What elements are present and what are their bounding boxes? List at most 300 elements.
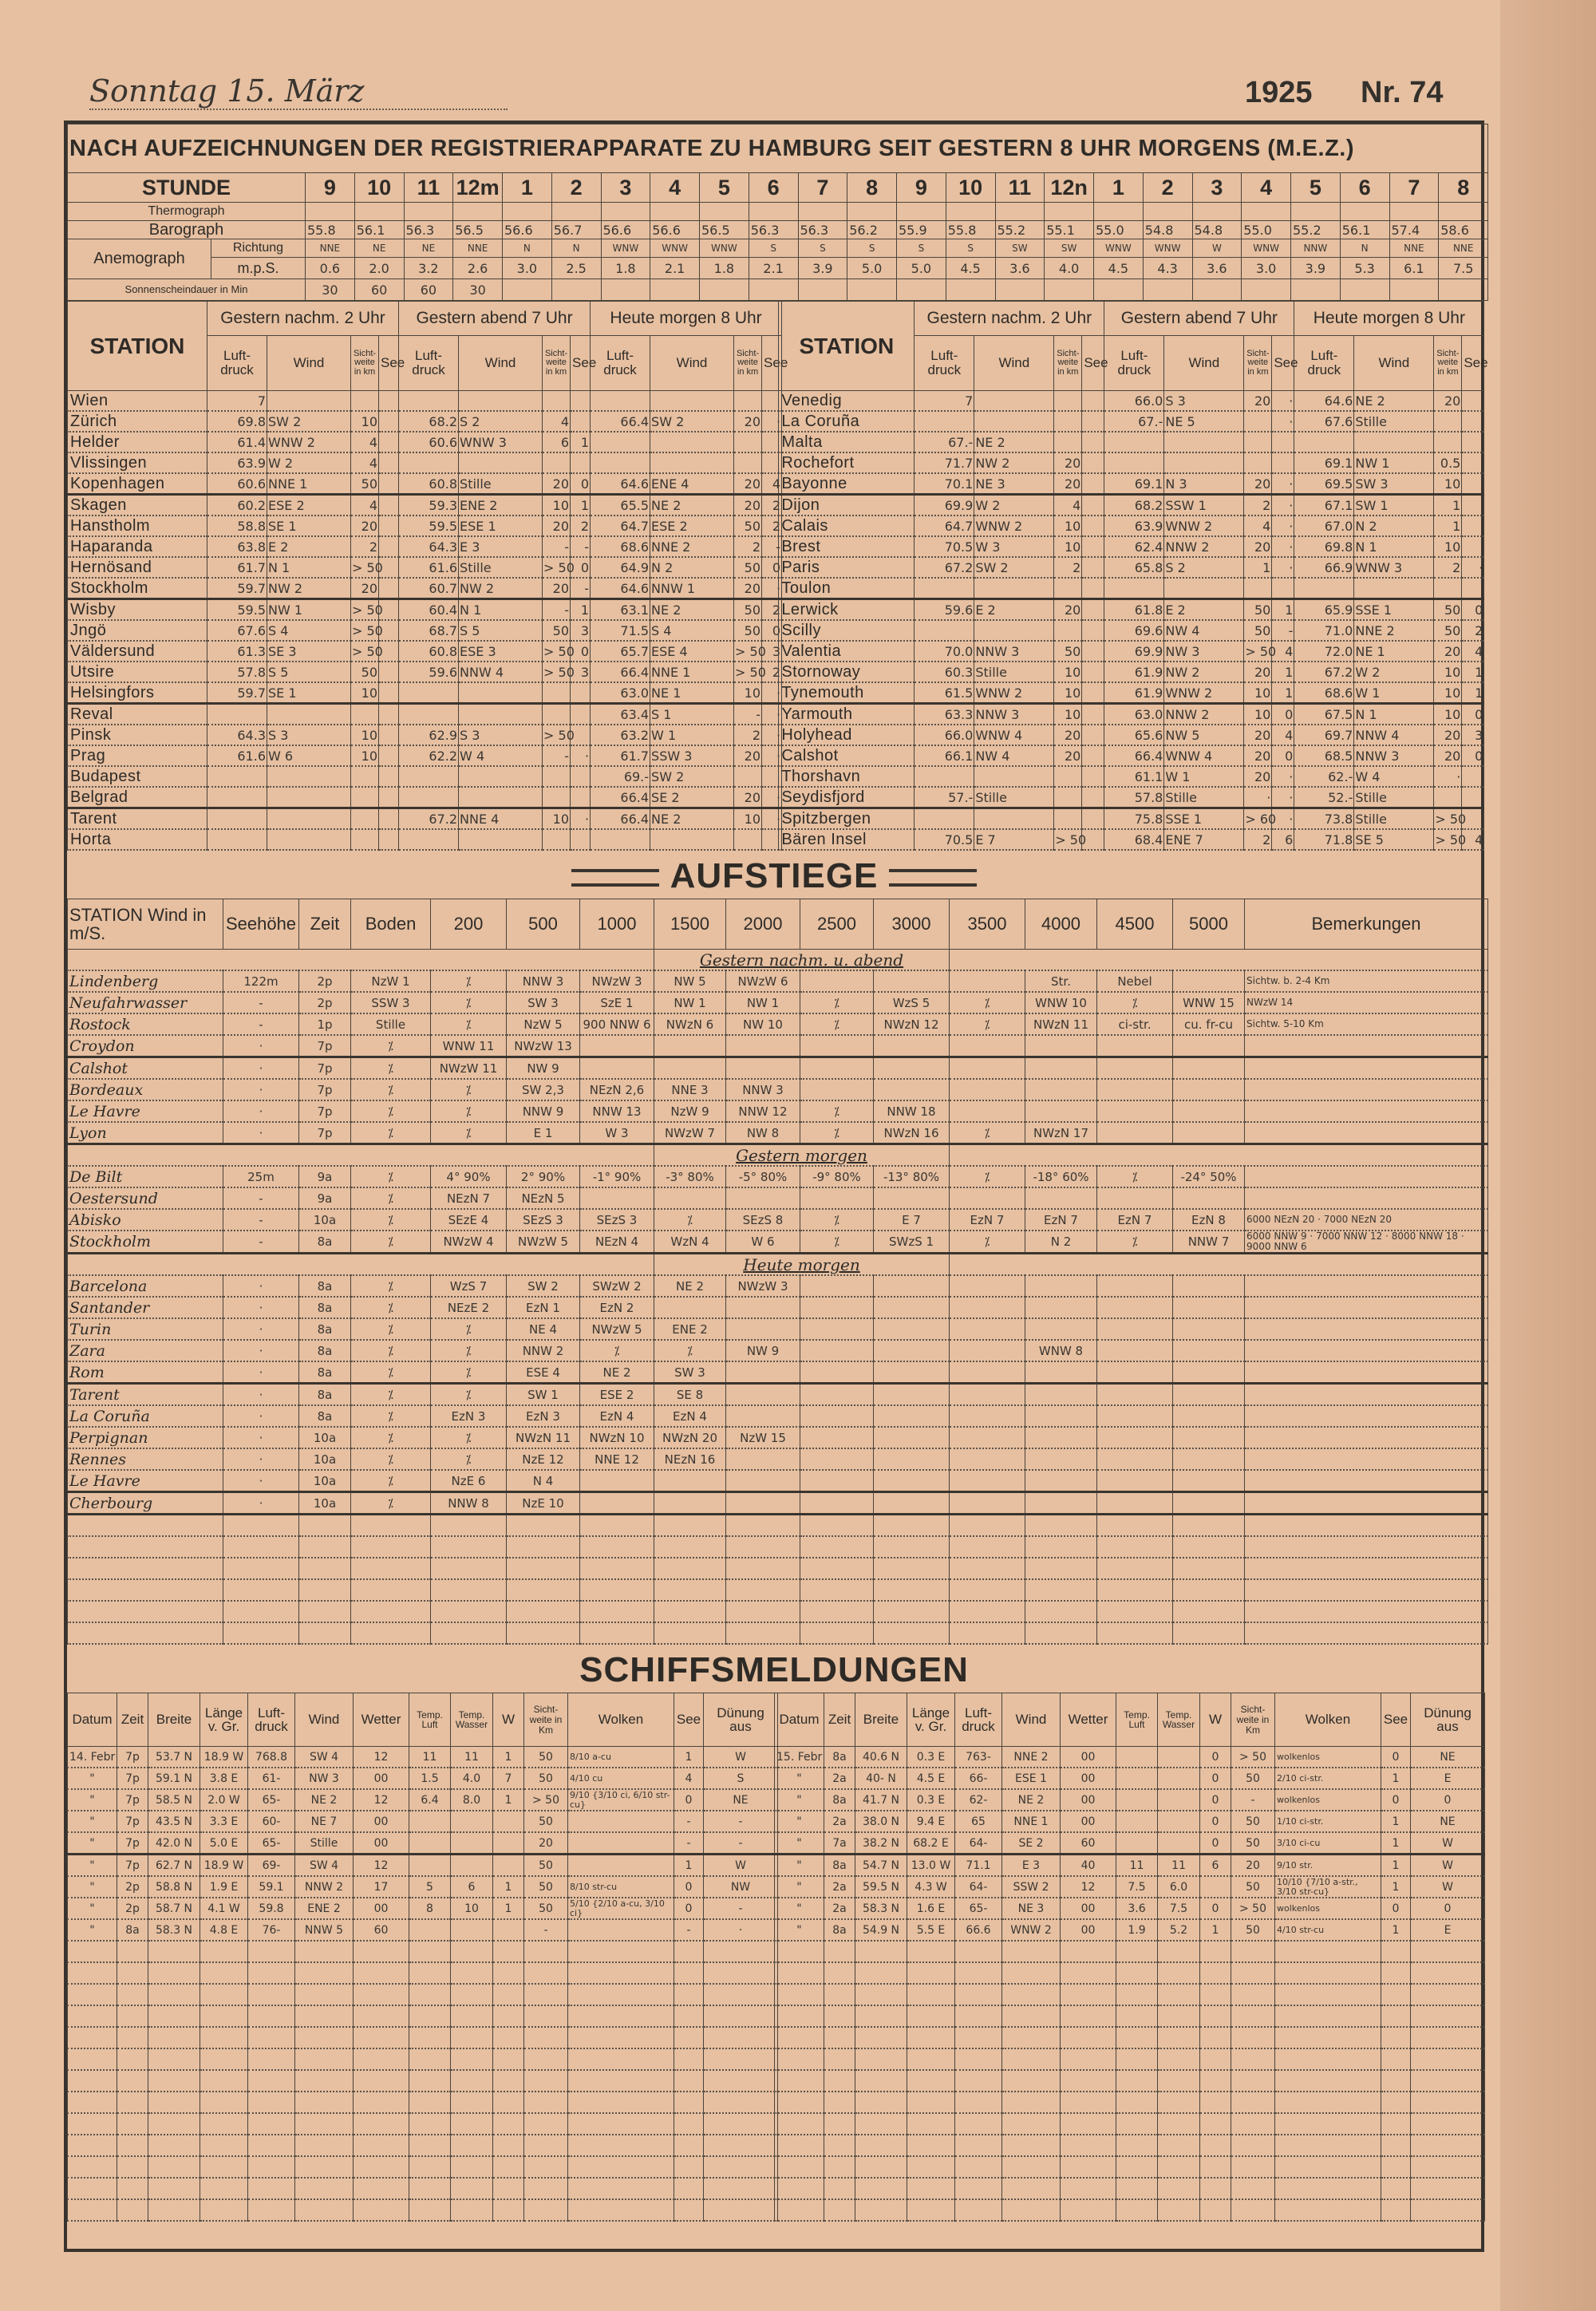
station-name: Tarent [68,1384,223,1406]
wind-value: ⁒ [431,1384,507,1406]
ship-value: " [68,1898,117,1919]
cell [409,2048,451,2070]
ship-value: 50 [1231,1811,1275,1832]
altitude-header: Zeit [299,899,351,950]
visibility-value: - [543,536,571,557]
ship-value: 2/10 ci-str. [1275,1768,1381,1789]
wind-value [1097,1035,1173,1057]
cell [674,2070,704,2092]
hour-header: 11 [995,173,1045,203]
sea-state-value [1462,452,1484,473]
cell [674,1962,704,1984]
wind-value [950,1427,1025,1448]
wind-value [1173,1100,1245,1122]
cell [568,2027,674,2048]
cell [248,2048,295,2070]
wind-value: SE 1 [267,516,351,536]
wind-value: S 3 [267,725,351,745]
wind-value: · [223,1297,299,1318]
wind-value: NNE 1 [267,473,351,495]
sea-state-value [1082,787,1104,808]
sunshine-value [798,279,847,301]
station-row [68,452,782,473]
cell [295,1962,354,1984]
sea-state-value: 0 [1462,745,1484,766]
ship-value: 00 [1061,1898,1116,1919]
wind-value: ⁒ [351,1122,431,1144]
ship-value: 8 [409,1898,451,1919]
ship-report-row [68,1811,778,1832]
sea-state-value [1462,432,1484,452]
sea-state-value: · [762,704,782,725]
ship-value: 1 [1381,1768,1411,1789]
remarks-value [1245,1275,1488,1297]
cell [507,1515,580,1537]
wind-value: E 2 [267,536,351,557]
ascent-row [68,1361,1488,1384]
visibility-value [1054,787,1082,808]
cell [200,1941,248,1962]
visibility-value: > 50 [1244,641,1272,662]
sea-state-value [571,391,591,412]
sea-state-value [1082,641,1104,662]
barograph-value: 56.7 [551,221,601,239]
ship-report-row [68,1789,778,1811]
pressure-value [207,787,267,808]
wind-value [459,787,543,808]
wind-value: ⁒ [351,1318,431,1340]
ship-value: NNW 2 [295,1876,354,1898]
ship-column-header: Breite [148,1693,200,1747]
wind-value: ⁒ [950,992,1025,1013]
wind-value: ⁒ [351,1340,431,1361]
ship-value: 0 [1381,1789,1411,1811]
ship-value: 0 [1200,1811,1231,1832]
empty-row [775,2048,1485,2070]
wind-value [1164,452,1244,473]
wind-value [800,1361,874,1384]
empty-row [68,2156,778,2178]
wind-value [1097,1492,1173,1515]
ship-value: " [68,1811,117,1832]
wind-value: W 1 [1164,766,1244,787]
cell [223,1558,299,1579]
wind-value: SSW 1 [1164,495,1244,516]
cell [1200,2092,1231,2113]
sunshine-value [1242,279,1291,301]
wind-value: NWzW 11 [431,1057,507,1080]
station-name: Rom [68,1361,223,1384]
aufstiege-table [67,899,1488,1645]
visibility-value: 20 [734,745,762,766]
cell [568,2070,674,2092]
sea-state-value: · [1272,808,1294,830]
cell [674,1984,704,2005]
cell [824,2027,855,2048]
cell [524,2199,568,2221]
altitude-header: 500 [507,899,580,950]
station-name: Prag [68,745,207,766]
ascent-row [68,1035,1488,1057]
cell [1002,2070,1061,2092]
wind-value [650,452,734,473]
ship-value: 50 [524,1876,568,1898]
visibility-value: 20 [1434,391,1462,412]
altitude-header: STATION Wind in m/S. [68,899,223,950]
stunde-row [68,173,1488,203]
cell [775,1984,824,2005]
ship-value: 18.9 W [200,1747,248,1768]
ship-value: 6.4 [409,1789,451,1811]
ship-value: 8a [117,1919,148,1941]
wind-value [974,766,1054,787]
sea-state-value [379,432,399,452]
ship-column-header: Dünung aus [1411,1693,1485,1747]
cell [431,1558,507,1579]
cell [1158,2048,1200,2070]
ship-value: 7p [117,1768,148,1789]
pressure-value: 63.4 [591,704,650,725]
sea-state-value: · [762,411,782,432]
cell [800,1601,874,1622]
wind-value [1097,1187,1173,1209]
wind-value: -24° 50% [1173,1166,1245,1187]
wind-speed-value: 3.2 [404,258,453,279]
cell [524,2113,568,2135]
visibility-value: 10 [543,808,571,830]
remarks-value [1245,1361,1488,1384]
sea-state-value: 1 [571,599,591,621]
cell [1381,2135,1411,2156]
cell [1411,2048,1485,2070]
cell [117,2048,148,2070]
visibility-value [351,766,379,787]
wind-value [1025,1492,1097,1515]
station-name: Le Havre [68,1100,223,1122]
ship-value: - [1231,1789,1275,1811]
cell [68,2135,117,2156]
ship-value: - [704,1832,778,1855]
ship-value: · [704,1919,778,1941]
cell [1097,1579,1173,1601]
sea-state-value: 1 [571,495,591,516]
visibility-value: 4 [1244,516,1272,536]
wind-direction-value: SW [1045,239,1094,258]
ship-value: 58.3 N [148,1919,200,1941]
hour-header: 6 [1340,173,1389,203]
cell [1158,2113,1200,2135]
cell [148,1962,200,1984]
hour-header: 11 [404,173,453,203]
wind-value: ⁒ [654,1209,726,1231]
cell [1158,2070,1200,2092]
wind-value: NE 5 [1164,411,1244,432]
sea-state-value [379,578,399,599]
empty-row [68,1579,1488,1601]
wind-value: E 7 [874,1209,950,1231]
sea-state-value [1462,495,1484,516]
ship-value: 5 [409,1876,451,1898]
cell [855,2199,907,2221]
wind-value [874,1384,950,1406]
cell [950,1254,1488,1276]
wind-value: · [223,1427,299,1448]
wind-value: ⁒ [351,1361,431,1384]
visibility-value: 50 [734,620,762,641]
wind-value: SW 2 [650,766,734,787]
wind-value [267,808,351,830]
aufstiege-title [67,854,1481,899]
wind-value: NzW 15 [726,1427,800,1448]
sea-state-value: 4 [1462,829,1484,850]
wind-value: S 3 [459,725,543,745]
wind-value: WzS 7 [431,1275,507,1297]
wind-value: ⁒ [431,1100,507,1122]
sea-state-value [1082,473,1104,495]
ship-column-header: Temp. Luft [1116,1693,1158,1747]
cell [493,2135,524,2156]
station-name: Scilly [779,620,915,641]
sea-state-value [1082,452,1104,473]
station-table [67,301,788,851]
cell [451,1941,493,1962]
wind-value: ENE 2 [654,1318,726,1340]
station-row [779,787,1484,808]
station-name: La Coruña [68,1405,223,1427]
pressure-value [399,682,459,704]
wind-value: ⁒ [431,992,507,1013]
sea-state-value [379,452,399,473]
cell [580,1536,654,1558]
cell [1097,1536,1173,1558]
cell [1158,2027,1200,2048]
ship-value [568,1832,674,1855]
wind-value: ⁒ [351,1384,431,1406]
cell [704,2027,778,2048]
sea-state-value: 2 [1462,620,1484,641]
cell [1002,2199,1061,2221]
cell [1173,1579,1245,1601]
sunshine-value [749,279,798,301]
wind-value: ⁒ [431,1340,507,1361]
sea-state-value: 1 [1272,599,1294,621]
remarks-value [1245,1492,1488,1515]
empty-row [68,2092,778,2113]
ascent-row [68,1448,1488,1470]
visibility-value: 50 [734,557,762,578]
barograph-value: 56.1 [354,221,404,239]
visibility-value: 10 [351,411,379,432]
wind-value: · [223,1405,299,1427]
cell [451,2156,493,2178]
wind-value: SW 2 [974,557,1054,578]
pressure-value: 66.4 [591,787,650,808]
sea-state-value: 1 [1462,682,1484,704]
ship-value: 2p [117,1876,148,1898]
wind-value [1025,1384,1097,1406]
cell [1275,2135,1381,2156]
wind-value: Stille [974,787,1054,808]
cell [1116,2048,1158,2070]
wind-value: NE 4 [507,1318,580,1340]
cell [1245,1536,1488,1558]
ascent-row [68,1057,1488,1080]
pressure-value: 69.- [591,766,650,787]
cell [1275,2070,1381,2092]
wind-value: WNW 2 [267,432,351,452]
time-group-header: Gestern abend 7 Uhr [1104,302,1294,336]
ship-column-header: Datum [775,1693,824,1747]
ship-value: 00 [354,1832,409,1855]
cell [1002,2048,1061,2070]
wind-value [1097,1122,1173,1144]
column-header: Sicht-weite in km [1244,336,1272,391]
ship-value: 20 [1231,1855,1275,1877]
cell [1381,2113,1411,2135]
wind-value [1173,1470,1245,1492]
wind-value: W 4 [459,745,543,766]
cell [568,1941,674,1962]
wind-value: ⁒ [351,1231,431,1254]
ship-value: 50 [524,1811,568,1832]
ship-value: SE 2 [1002,1832,1061,1855]
wind-value: NW 3 [1164,641,1244,662]
visibility-value: 20 [734,787,762,808]
cell [1275,2005,1381,2027]
wind-value: ⁒ [351,1187,431,1209]
visibility-value [1054,808,1082,830]
sea-state-value: · [762,725,782,745]
ship-value: 0 [1411,1898,1485,1919]
pressure-value: 70.1 [915,473,974,495]
cell [955,2156,1002,2178]
wind-value: - [223,1187,299,1209]
pressure-value: 61.9 [1104,662,1164,682]
wind-value: W 2 [1354,662,1434,682]
ship-value: 50 [524,1855,568,1877]
ship-value: 42.0 N [148,1832,200,1855]
ship-value: 50 [524,1768,568,1789]
cell [568,2199,674,2221]
visibility-value [734,452,762,473]
ascent-row [68,1122,1488,1144]
column-header: Wind [267,336,351,391]
station-row [779,473,1484,495]
ship-value: E 3 [1002,1855,1061,1877]
wind-value: NNW 12 [726,1100,800,1122]
remarks-value: NWzW 14 [1245,992,1488,1013]
ship-value: W [1411,1832,1485,1855]
wind-value [800,1318,874,1340]
section-label: Heute morgen [654,1254,950,1276]
visibility-value: 10 [1434,473,1462,495]
ship-value: 00 [1061,1789,1116,1811]
wind-value [800,1187,874,1209]
visibility-value [1054,578,1082,599]
hour-header: 9 [897,173,946,203]
ship-value: - [704,1811,778,1832]
cell [1200,1941,1231,1962]
sea-state-value: · [571,745,591,766]
cell [68,1144,654,1167]
wind-value [1173,1122,1245,1144]
wind-value [1097,1275,1173,1297]
wind-value: ESE 2 [580,1384,654,1406]
cell [200,2135,248,2156]
cell [855,1984,907,2005]
cell [1158,2092,1200,2113]
remarks-value [1245,1297,1488,1318]
wind-value [874,1340,950,1361]
wind-value [1173,1405,1245,1427]
wind-value [1097,1361,1173,1384]
wind-value: WNW 3 [459,432,543,452]
cell [955,2048,1002,2070]
ship-value: NE [704,1789,778,1811]
group-header-row [68,302,782,336]
empty-row [68,2135,778,2156]
remarks-value [1245,1470,1488,1492]
ship-value: 66.6 [955,1919,1002,1941]
ascent-row [68,1405,1488,1427]
barograph-value: 55.0 [1094,221,1144,239]
sea-state-value: 6 [1272,829,1294,850]
ship-value: 0.3 E [907,1747,955,1768]
wind-value [580,1057,654,1080]
station-name: Lyon [68,1122,223,1144]
sea-state-value [1082,682,1104,704]
ship-value: 1.6 E [907,1898,955,1919]
pressure-value: 65.5 [591,495,650,516]
cell [907,2199,955,2221]
pressure-value: 68.6 [1294,682,1354,704]
wind-value [1025,1448,1097,1470]
cell [431,1515,507,1537]
sea-state-value: 2 [762,662,782,682]
wind-value: WzS 5 [874,992,950,1013]
station-name: Hernösand [68,557,207,578]
wind-value: 4° 90% [431,1166,507,1187]
cell [524,2178,568,2199]
pressure-value: 70.5 [915,536,974,557]
wind-value: S 2 [1164,557,1244,578]
ship-value: 4.1 W [200,1898,248,1919]
cell [1381,2178,1411,2199]
pressure-value: 57.- [915,787,974,808]
cell [148,2092,200,2113]
visibility-value: 50 [1434,620,1462,641]
thermograph-label: Thermograph [68,203,306,221]
visibility-value [543,787,571,808]
cell [568,2092,674,2113]
cell [704,2070,778,2092]
pressure-value [399,452,459,473]
wind-value: NWzW 7 [654,1122,726,1144]
cell [1116,2005,1158,2027]
ship-value: 50 [524,1747,568,1768]
cell [68,1601,223,1622]
cell [295,2092,354,2113]
wind-value [1097,1405,1173,1427]
empty-row [775,1941,1485,1962]
visibility-value: 20 [1054,473,1082,495]
wind-value [874,1079,950,1100]
wind-value: W 2 [974,495,1054,516]
ship-value: 10 [451,1898,493,1919]
ship-value [1116,1832,1158,1855]
wind-value [459,766,543,787]
wind-value: NNW 7 [1173,1231,1245,1254]
